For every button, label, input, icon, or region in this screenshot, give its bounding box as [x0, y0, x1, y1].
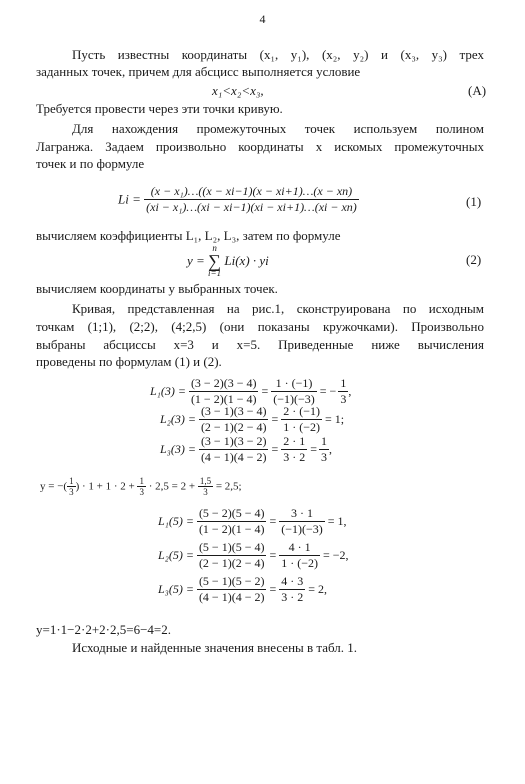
- calc-x3-fraction-b-num: 1 · (−1): [271, 376, 317, 392]
- calc-x5-lhs: L₁(5) =: [158, 514, 194, 528]
- calc-x3-fraction-a-den: (1 − 2)(1 − 4): [190, 392, 257, 406]
- condition-formula: x₁<x₂<x₃,: [212, 83, 264, 98]
- formula-1-lhs: Li =: [118, 191, 141, 207]
- requirement-text: Требуется провести через эти точки кривую.: [36, 101, 283, 116]
- calc-x5-fraction-a-num: (5 − 2)(5 − 4): [198, 506, 265, 520]
- curve-line-4: проведены по формулам (1) и (2).: [36, 354, 222, 369]
- calc-x3-fraction-b: [281, 434, 307, 465]
- calc-x5-fraction-b-num: 4 · 1: [279, 540, 320, 556]
- sum-symbol: ∑: [208, 251, 221, 271]
- y3-part-3: · 2,5 = 2 +: [148, 480, 196, 493]
- y3-fraction-2: [137, 476, 146, 497]
- calc-x3-lhs: L₃(3) =: [160, 442, 196, 456]
- y3-fraction-1-den: 3: [69, 487, 74, 497]
- calc-x5-fraction-b-num: 4 · 3: [281, 574, 304, 588]
- calc-x5-result: = −2,: [323, 548, 349, 562]
- calc-x3-result-end: ,: [329, 442, 333, 456]
- calc-x3-fraction-b-num: 2 · 1: [283, 434, 306, 448]
- calc-x5-lhs: L₂(5) =: [158, 548, 194, 562]
- lagrange-line-1: Для нахождения промежуточных точек используем полином: [72, 121, 484, 136]
- calc-x3-line-3: L₃(3) = $\frac{(3 - 1)(3 - 2)}{(4 - 1)(4 - 2)}$ = $\frac{2 \cdot 1}{3 \cdot 2}$ = $\frac{1}{3}$ ,: [160, 434, 333, 464]
- y3-formula: [40, 476, 242, 497]
- calc-x3-fraction-a: [199, 434, 269, 465]
- y3-fraction-2-num: 1: [139, 476, 144, 486]
- calc-x5-result: = 2,: [308, 582, 328, 596]
- calc-x5-line-3: L₃(5) = $\frac{(5 - 1)(5 - 2)}{(4 - 1)(4 - 2)}$ = $\frac{4 \cdot 3}{3 \cdot 2}$ = 2,: [158, 574, 328, 604]
- calc-x5-fraction-a-den: (2 − 1)(2 − 4): [198, 556, 265, 570]
- calc-x3-result: =: [310, 442, 318, 456]
- calc-x5-line-1: L₁(5) = $\frac{(5 - 2)(5 - 4)}{(1 - 2)(1 - 4)}$ = $\frac{3 \cdot 1}{(-1)(-3)}$ = 1,: [158, 506, 347, 536]
- calc-x3-fraction-a-den: (2 − 1)(2 − 4): [200, 420, 267, 434]
- y3-fraction-3-num: 1,5: [199, 476, 212, 486]
- y3-fraction-1-num: 1: [69, 476, 74, 486]
- calc-x3-result-fraction-den: 3: [340, 392, 347, 406]
- calc-x3-result-fraction-num: 1: [340, 376, 347, 390]
- calc-x5-fraction-b: [279, 506, 325, 537]
- calc-x3-fraction-a-num: (3 − 1)(3 − 4): [200, 404, 267, 418]
- formula-2-lhs: y =: [187, 253, 205, 268]
- y3-part-2: ) · 1 + 1 · 2 +: [75, 480, 135, 493]
- calc-x3-result-fraction-den: 3: [321, 450, 328, 464]
- calc-x5-line-2: L₂(5) = $\frac{(5 - 1)(5 - 4)}{(2 - 1)(2 - 4)}$ = $\frac{4 \cdot 1}{1 \cdot (-2)}$ = −2,: [158, 540, 349, 570]
- final-text: Исходные и найденные значения внесены в табл. 1.: [72, 640, 358, 655]
- formula-2-body: Li(x) · yi: [224, 253, 269, 268]
- calc-x5-lhs: L₃(5) =: [158, 582, 194, 596]
- calc-x3-result-fraction: [319, 434, 329, 465]
- calc-x5-result: = 1,: [327, 514, 347, 528]
- calc-x3-lhs: L₂(3) =: [160, 412, 196, 426]
- formula-2: [187, 244, 269, 278]
- calc-x5-fraction-a: [197, 540, 267, 571]
- calc-x3-fraction-a-num: (3 − 1)(3 − 2): [200, 434, 267, 448]
- calc-x3-result-fraction: [338, 376, 348, 407]
- lagrange-line-2: Лагранжа. Задаем произвольно координаты x искомых промежуточных: [36, 139, 484, 154]
- calc-x3-fraction-b: [271, 376, 317, 407]
- formula-1-fraction: [144, 184, 359, 215]
- lagrange-line-3: точек и по формуле: [36, 156, 145, 171]
- calc-x3-fraction-b-den: 3 · 2: [283, 450, 306, 464]
- calc-x5-fraction-a-num: (5 − 1)(5 − 4): [198, 540, 265, 554]
- calc-x3-line-2: L₂(3) = $\frac{(3 - 1)(3 - 4)}{(2 - 1)(2 - 4)}$ = $\frac{2 \cdot (-1)}{1 \cdot (-2)}$ = 1;: [160, 404, 345, 434]
- sum-upper-limit: n: [212, 243, 217, 253]
- y3-fraction-3: [198, 476, 213, 497]
- sum-sign: [208, 244, 221, 278]
- intro-line-2: заданных точек, причем для абсцисс выполняется условие: [36, 64, 361, 79]
- calc-x3-fraction-a: [199, 404, 269, 435]
- calc-x5-fraction-b-den: 1 · (−2): [281, 556, 319, 570]
- y3-part-4: = 2,5;: [215, 480, 242, 493]
- coefficients-text: вычисляем коэффициенты L₁, L₂, L₃, затем по формуле: [36, 228, 341, 243]
- calc-x5-fraction-a-den: (1 − 2)(1 − 4): [198, 522, 265, 536]
- calc-x5-fraction-b: [279, 540, 320, 571]
- calc-x3-fraction-b-den: 1 · (−2): [283, 420, 321, 434]
- condition-label: (А): [468, 83, 487, 98]
- formula-1-label: (1): [466, 194, 482, 209]
- calc-x5-fraction-b-den: 3 · 2: [281, 590, 304, 604]
- curve-line-3: выбраны абсциссы x=3 и x=5. Приведенные ниже вычисления: [36, 337, 484, 352]
- calc-x3-fraction-b-den: (−1)(−3): [273, 392, 315, 406]
- calc-x5-fraction-b: [279, 574, 305, 605]
- calc-x3-line-1: L₁(3) = $\frac{(3 - 2)(3 - 4)}{(1 - 2)(1 - 4)}$ = $\frac{1 \cdot (-1)}{(-1)(-3)}$ = − $\frac{1}{3}$ ,: [150, 376, 352, 406]
- calc-x3-fraction-a: [189, 376, 259, 407]
- y3-fraction-1: [67, 476, 76, 497]
- calc-x3-result-end: ,: [348, 384, 352, 398]
- compute-text: вычисляем координаты y выбранных точек.: [36, 281, 278, 296]
- calc-x3-fraction-a-den: (4 − 1)(4 − 2): [200, 450, 267, 464]
- calc-x5-fraction-a-den: (4 − 1)(4 − 2): [198, 590, 265, 604]
- calc-x3-result: = 1;: [325, 412, 345, 426]
- calc-x5-fraction-a-num: (5 − 1)(5 − 2): [198, 574, 265, 588]
- y3-fraction-3-den: 3: [203, 487, 208, 497]
- curve-line-2: точкам (1;1), (2;2), (4;2,5) (они показаны кружочками). Произвольно: [36, 319, 484, 334]
- calc-x3-lhs: L₁(3) =: [150, 384, 186, 398]
- page-number: 4: [259, 12, 266, 26]
- calc-x5-fraction-a: [197, 506, 267, 537]
- formula-2-label: (2): [466, 252, 482, 267]
- calc-x3-fraction-b: [281, 404, 322, 435]
- calc-x3-result-fraction-num: 1: [321, 434, 328, 448]
- y3-fraction-2-den: 3: [139, 487, 144, 497]
- y5-formula: y=1·1−2·2+2·2,5=6−4=2.: [36, 622, 171, 637]
- formula-1: [118, 184, 359, 215]
- y3-part-1: y = −(: [40, 480, 68, 493]
- formula-1-denominator: (xi − x₁)…(xi − xi−1)(xi − xi+1)…(xi − xn): [146, 200, 357, 214]
- calc-x3-fraction-a-num: (3 − 2)(3 − 4): [190, 376, 257, 390]
- calc-x5-fraction-a: [197, 574, 267, 605]
- calc-x5-fraction-b-den: (−1)(−3): [281, 522, 323, 536]
- intro-line-1: Пусть известны координаты (x₁, y₁), (x₂, y₂) и (x₃, y₃) трех: [72, 47, 484, 62]
- sum-lower-limit: i=1: [208, 268, 222, 278]
- calc-x3-fraction-b-num: 2 · (−1): [283, 404, 321, 418]
- calc-x5-fraction-b-num: 3 · 1: [279, 506, 325, 522]
- formula-1-numerator: (x − x₁)…((x − xi−1)(x − xi+1)…(x − xn): [144, 184, 359, 200]
- curve-line-1: Кривая, представленная на рис.1, сконструирована по исходным: [72, 301, 484, 316]
- calc-x3-result: = −: [319, 384, 337, 398]
